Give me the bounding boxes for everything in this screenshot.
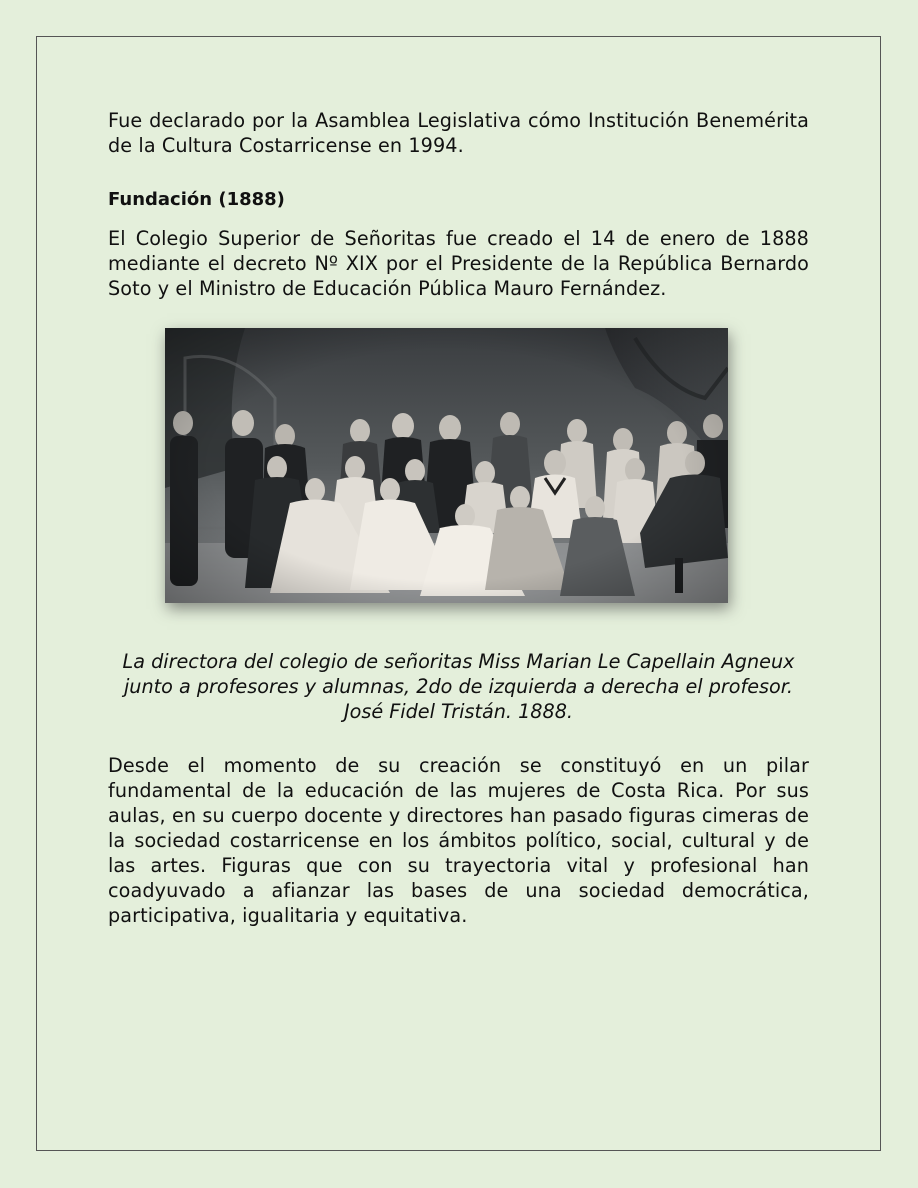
group-photograph-image (165, 328, 728, 603)
intro-paragraph: Fue declarado por la Asamblea Legislativa cómo Institución Benemérita de la Cultura Costarricense en 1994. (108, 109, 809, 157)
section-heading: Fundación (1888) (108, 189, 285, 210)
historical-group-photo (165, 328, 728, 603)
photo-caption: La directora del colegio de señoritas Miss Marian Le Capellain Agneux junto a profesores y alumnas, 2do de izquierda a derecha el profesor. José Fidel Tristán. 1888. (122, 650, 795, 723)
foundation-paragraph: El Colegio Superior de Señoritas fue creado el 14 de enero de 1888 mediante el decreto Nº XIX por el Presidente de la República Bernardo Soto y el Ministro de Educación Pública Mauro Fernández. (108, 227, 809, 300)
legacy-paragraph: Desde el momento de su creación se constituyó en un pilar fundamental de la educación de las mujeres de Costa Rica. Por sus aulas, en su cuerpo docente y directores han pasado figuras cimeras de la sociedad costarricense en los ámbitos político, social, cultural y de las artes. Figuras que con su trayectoria vital y profesional han coadyuvado a afianzar las bases de una sociedad democrática, participativa, igualitaria y equitativa. (108, 754, 809, 927)
document-content (108, 108, 809, 928)
